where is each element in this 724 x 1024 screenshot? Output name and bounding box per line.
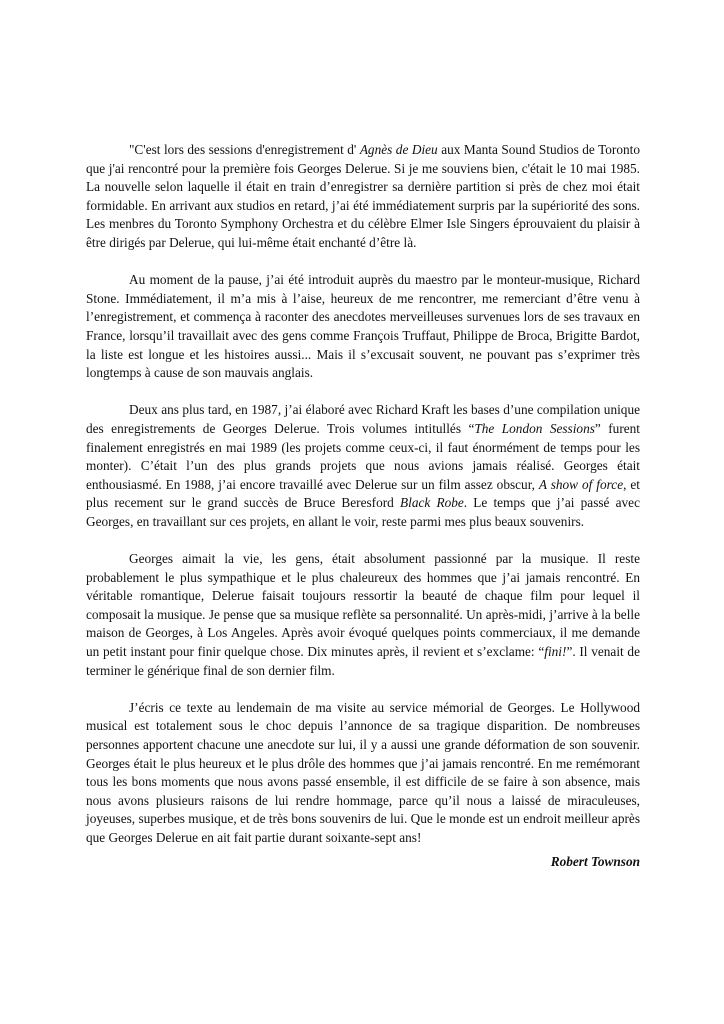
paragraph-2-text: Au moment de la pause, j’ai été introduit auprès du maestro par le monteur-musique, Richard Stone. Immédiatement, il m’a mis à l’aise, heureux de me rencontrer, me remerciant d’être venu à l’enregistrement, et commença à raconter des anecdotes merveilleuses survenues lors de ses travaux en France, lorsqu’il travaillait avec des gens comme François Truffaut, Philippe de Broca, Brigitte Bardot, la liste est longue et les histoires aussi... Mais il s’excusait souvent, ne pouvant pas s’exprimer très longtemps à cause de son mauvais anglais.: [86, 272, 640, 381]
article-body: [86, 141, 640, 848]
paragraph-4: [86, 550, 640, 680]
author-signature: Robert Townson: [550, 854, 640, 869]
paragraph-5-text: J’écris ce texte au lendemain de ma visite au service mémorial de Georges. Le Hollywood musical est totalement sous le choc depuis l’annonce de sa tragique disparition. De nombreuses personnes apportent chacune une anecdote sur lui, il y a aussi une grande déformation de son souvenir. Georges était le plus heureux et le plus drôle des hommes que j’ai jamais rencontré. En me remémorant tous les bons moments que nous avons passé ensemble, il est difficile de se faire à son absence, mais nous avons plusieurs raisons de lui rendre hommage, parce qu’il nous a laissé de miraculeuses, joyeuses, superbes musique, et de très bons souvenirs de lui. Que le monde est un endroit meilleur après que Georges Delerue en ait fait partie durant soixante-sept ans!: [86, 699, 640, 845]
film-title-agnes-de-dieu: Agnès de Dieu: [359, 142, 438, 157]
paragraph-3-text-a: Deux ans plus tard, en 1987, j’ai élaboré avec Richard Kraft les bases d’une compilation unique des enregistrements de Georges Delerue. Trois volumes intitullés “: [86, 402, 640, 436]
paragraph-4-text-a: Georges aimait la vie, les gens, était absolument passionné par la musique. Il reste probablement le plus sympathique et le plus chaleureux des hommes que j’ai jamais rencontré. En véritable romantique, Delerue faisait toujours ressortir la beauté de chaque film pour lequel il composait la musique. Je pense que sa musique reflète sa personnalité. Un après-midi, j’arrive à la belle maison de Georges, à Los Angeles. Après avoir évoqué quelques points commerciaux, il me demande un petit instant pour finir quelque chose. Dix minutes après, il revient et s’exclame: “: [86, 551, 640, 660]
paragraph-3: [86, 401, 640, 531]
paragraph-1: [86, 141, 640, 253]
paragraph-1-text-c: aux Manta Sound Studios de Toronto que j'ai rencontré pour la première fois Georges Delerue. Si je me souviens bien, c'était le 10 mai 1985. La nouvelle selon laquelle il était en train d’enregistrer sa dernière partition si près de chez moi était formidable. En arrivant aux studios en retard, j’ai été immédiatement surpris par la supériorité des sons. Les menbres du Toronto Symphony Orchestra et du célèbre Elmer Isle Singers éprouvaient du plaisir à être dirigés par Delerue, qui lui-même était enchanté d’être là.: [86, 142, 640, 250]
paragraph-4-text-c: ”. Il venait de terminer le générique final de son dernier film.: [86, 644, 640, 678]
paragraph-3-text-e: , et plus recement sur le grand succès de Bruce Beresford: [86, 476, 640, 511]
paragraph-5: [86, 699, 640, 848]
paragraph-3-text-c: ” furent finalement enregistrés en mai 1989 (les projets comme ceux-ci, il faut énormément de temps pour les monter). C’était l’un des plus grands projets que nous avions jamais réalisé. Georges était enthousiasmé. En 1988, j’ai encore travaillé avec Delerue sur un film assez obscur,: [86, 420, 641, 492]
paragraph-3-text-g: . Le temps que j’ai passé avec Georges, en travaillant sur ces projets, en allant le voir, reste parmi mes plus beaux souvenirs.: [86, 495, 640, 529]
film-title-show-of-force: A show of force: [538, 476, 624, 492]
paragraph-2: [86, 271, 640, 383]
film-title-black-robe: Black Robe: [400, 495, 464, 511]
album-title-london-sessions: The London Sessions: [474, 420, 595, 436]
paragraph-1-text-a: "C'est lors des sessions d'enregistrement d': [129, 142, 360, 157]
exclamation-fini: fini!: [544, 644, 567, 660]
